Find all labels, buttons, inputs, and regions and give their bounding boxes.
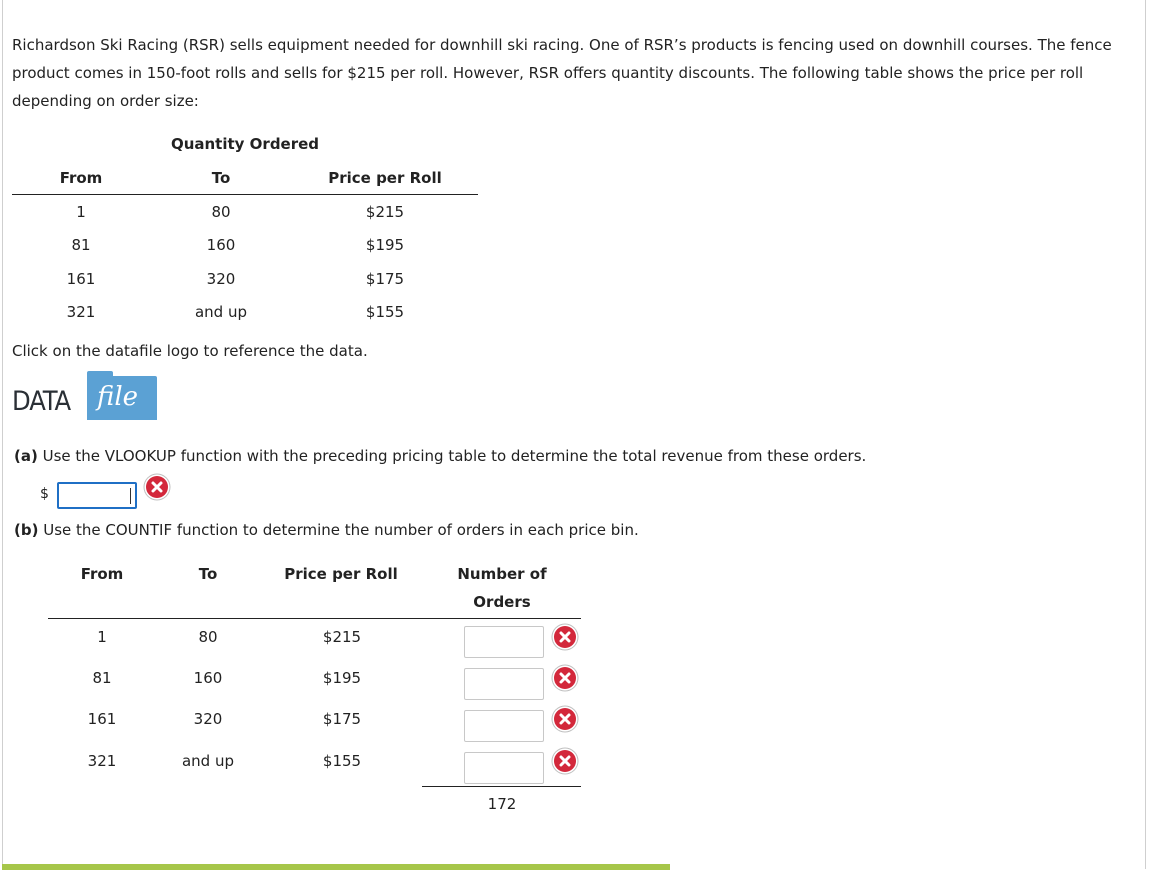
price-cell: $215 <box>322 628 362 646</box>
to-cell: 80 <box>211 203 231 221</box>
x-circle-icon <box>554 667 576 689</box>
order-count-input[interactable] <box>464 626 544 658</box>
x-circle-icon <box>554 750 576 772</box>
price-cell: $155 <box>365 303 405 321</box>
from-cell: 1 <box>97 628 107 646</box>
price-cell: $175 <box>322 710 362 728</box>
from-cell: 81 <box>71 236 91 254</box>
datafile-logo-link[interactable] <box>12 376 158 422</box>
order-count-input[interactable] <box>464 710 544 742</box>
to-header: To <box>211 169 231 187</box>
from-cell: 161 <box>66 270 96 288</box>
table-header-rule <box>48 618 581 619</box>
price-cell: $215 <box>365 203 405 221</box>
part-a-label: (a) <box>14 447 38 465</box>
total-rule <box>422 786 581 787</box>
from-cell: 161 <box>87 710 117 728</box>
price-header: Price per Roll <box>328 169 442 187</box>
part-b-text: Use the COUNTIF function to determine the number of orders in each price bin. <box>38 521 639 539</box>
order-count-input[interactable] <box>464 752 544 784</box>
from-cell: 321 <box>87 752 117 770</box>
part-b-question <box>14 521 639 539</box>
progress-bar <box>2 864 670 870</box>
price-cell: $155 <box>322 752 362 770</box>
part-b-label: (b) <box>14 521 39 539</box>
to-cell: 80 <box>198 628 218 646</box>
datafile-instruction: Click on the datafile logo to reference the data. <box>12 342 368 360</box>
from-header: From <box>80 565 124 583</box>
to-header: To <box>198 565 218 583</box>
to-cell: and up <box>181 752 235 770</box>
from-cell: 81 <box>92 669 112 687</box>
price-cell: $175 <box>365 270 405 288</box>
count-header-line1: Number of <box>457 565 547 583</box>
price-cell: $195 <box>365 236 405 254</box>
datafile-logo-file-text: file <box>97 382 139 412</box>
price-cell: $195 <box>322 669 362 687</box>
total-orders: 172 <box>487 795 517 813</box>
order-count-input[interactable] <box>464 668 544 700</box>
to-cell: 160 <box>206 236 236 254</box>
to-cell: 320 <box>206 270 236 288</box>
from-cell: 1 <box>76 203 86 221</box>
problem-intro: Richardson Ski Racing (RSR) sells equipment needed for downhill ski racing. One of RSR’s products is fencing used on downhill courses. The fence product comes in 150-foot rolls and sells for $215 per roll. However, RSR offers quantity discounts. The following table shows the price per roll depending on order size: <box>12 36 1112 110</box>
from-cell: 321 <box>66 303 96 321</box>
file-folder-icon <box>87 376 157 420</box>
to-cell: 160 <box>193 669 223 687</box>
content-frame <box>2 0 1146 869</box>
table-header-rule <box>12 194 478 195</box>
currency-symbol: $ <box>40 486 49 502</box>
x-circle-icon <box>554 708 576 730</box>
part-a-question <box>14 447 866 465</box>
to-cell: and up <box>194 303 248 321</box>
count-header-line2: Orders <box>473 593 531 611</box>
from-header: From <box>59 169 103 187</box>
x-circle-icon <box>146 476 168 498</box>
quantity-ordered-header: Quantity Ordered <box>170 135 320 153</box>
part-a-text: Use the VLOOKUP function with the preceding pricing table to determine the total revenue from these orders. <box>37 447 867 465</box>
datafile-logo-text: DATA <box>12 386 71 417</box>
x-circle-icon <box>554 626 576 648</box>
to-cell: 320 <box>193 710 223 728</box>
text-caret <box>130 488 131 504</box>
total-revenue-input[interactable] <box>57 482 137 509</box>
price-header: Price per Roll <box>284 565 398 583</box>
